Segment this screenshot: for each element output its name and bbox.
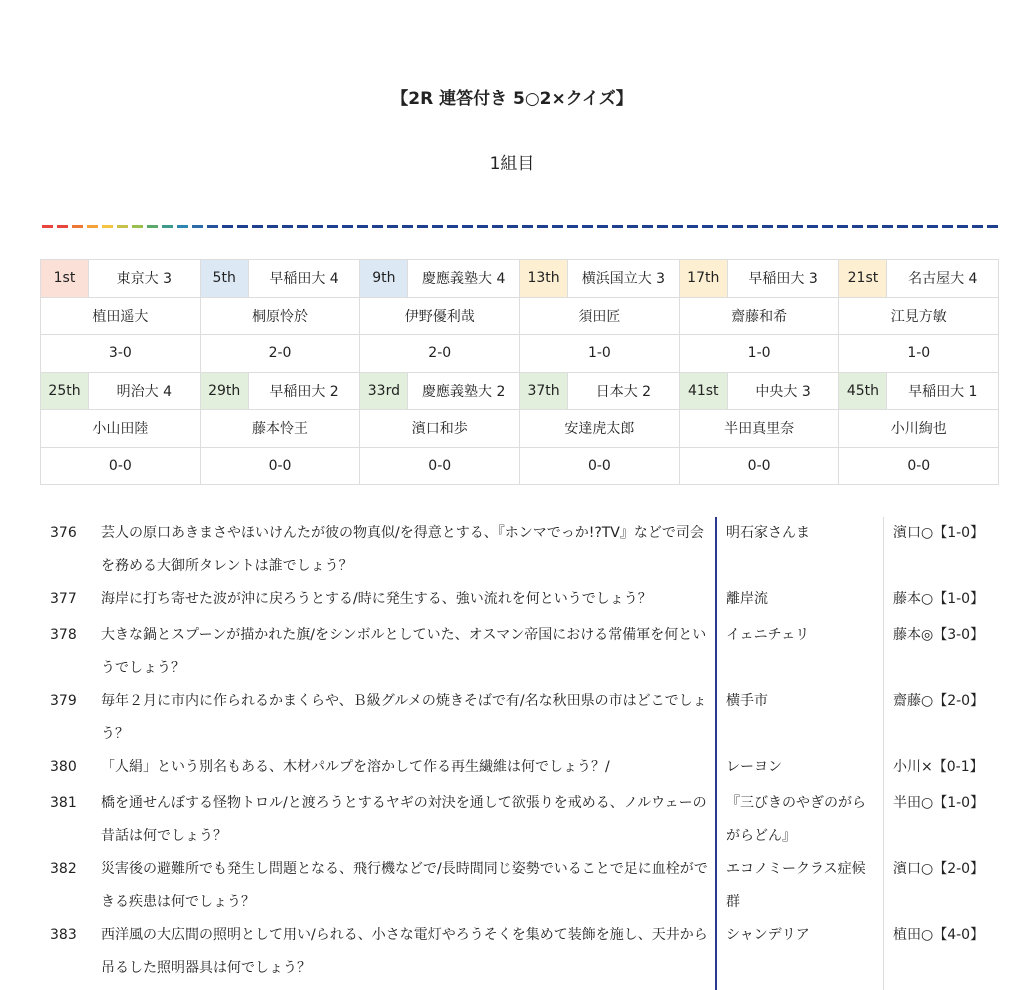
divider-dash [747,225,758,228]
divider-dash [117,225,128,228]
board-score-row [41,335,999,373]
question-text: 「人絹」という別名もある、木材パルプを溶かして作る再生繊維は何でしょう？/ [101,759,610,775]
player-name: 小川絢也 [839,410,999,448]
player-school: 中央大 3 [727,372,839,410]
question-number: 381 [50,795,77,811]
divider-dash [612,225,623,228]
divider-dash [522,225,533,228]
player-rank: 45th [839,372,887,410]
question-number: 379 [50,693,77,709]
question-result: 植田○【4-0】 [893,927,985,943]
player-school: 明治大 4 [89,372,201,410]
question-text: 西洋風の大広間の照明として用い/られる、小さな電灯やろうそくを集めて装飾を施し、天井から吊るした照明器具は何でしょう？ [101,927,708,976]
divider-dash [732,225,743,228]
divider-dash [687,225,698,228]
divider-dash [267,225,278,228]
player-rank: 29th [200,372,248,410]
question-number: 382 [50,861,77,877]
player-rank: 9th [360,260,408,298]
player-name: 藤本怜王 [200,410,360,448]
divider-dash [162,225,173,228]
divider-dash [147,225,158,228]
divider-dash [462,225,473,228]
divider-dash [972,225,983,228]
divider-dash [297,225,308,228]
divider-dash [252,225,263,228]
player-name: 濱口和歩 [360,410,520,448]
rainbow-divider [42,225,998,229]
divider-dash [102,225,113,228]
answer-divider [715,517,717,990]
divider-dash [417,225,428,228]
question-answer: レーヨン [726,759,782,775]
divider-dash [777,225,788,228]
divider-dash [762,225,773,228]
player-score: 0-0 [200,447,360,485]
divider-dash [72,225,83,228]
divider-dash [597,225,608,228]
question-answer: イェニチェリ [726,627,810,643]
question-result: 濱口○【1-0】 [893,525,985,541]
divider-dash [537,225,548,228]
group-subtitle: 1組目 [489,154,535,174]
board-score-row [41,447,999,485]
question-answer: 横手市 [726,693,768,709]
player-school: 早稲田大 1 [887,372,999,410]
question-result: 濱口○【2-0】 [893,861,985,877]
question-number: 377 [50,591,77,607]
question-number: 380 [50,759,77,775]
divider-dash [657,225,668,228]
player-name: 小山田陸 [41,410,201,448]
divider-dash [282,225,293,228]
divider-dash [582,225,593,228]
question-answer: シャンデリア [726,927,810,943]
player-name: 江見方敏 [839,297,999,335]
divider-dash [672,225,683,228]
divider-dash [987,225,998,228]
player-name: 須田匠 [520,297,680,335]
divider-dash [717,225,728,228]
question-text: 毎年２月に市内に作られるかまくらや、Ｂ級グルメの焼きそばで有/名な秋田県の市はどこでしょう？ [101,693,707,742]
player-score: 0-0 [679,447,839,485]
player-score: 0-0 [41,447,201,485]
player-score: 1-0 [520,335,680,373]
divider-dash [177,225,188,228]
divider-dash [882,225,893,228]
divider-dash [132,225,143,228]
divider-dash [327,225,338,228]
player-school: 東京大 3 [89,260,201,298]
divider-dash [42,225,53,228]
divider-dash [792,225,803,228]
question-text: 災害後の避難所でも発生し問題となる、飛行機などで/長時間同じ姿勢でいることで足に血栓ができる疾患は何でしょう？ [101,861,708,910]
player-rank: 41st [679,372,727,410]
question-number: 376 [50,525,77,541]
question-result: 半田○【1-0】 [893,795,985,811]
divider-dash [702,225,713,228]
player-score: 1-0 [839,335,999,373]
player-rank: 17th [679,260,727,298]
player-school: 早稲田大 3 [727,260,839,298]
player-score: 0-0 [839,447,999,485]
divider-dash [312,225,323,228]
player-rank: 21st [839,260,887,298]
divider-dash [372,225,383,228]
player-name: 桐原怜於 [200,297,360,335]
divider-dash [87,225,98,228]
question-answer: 離岸流 [726,591,768,607]
player-score: 1-0 [679,335,839,373]
divider-dash [492,225,503,228]
question-number: 383 [50,927,77,943]
question-result: 齋藤○【2-0】 [893,693,985,709]
player-school: 早稲田大 4 [248,260,360,298]
question-answer: 明石家さんま [726,525,810,541]
player-school: 慶應義塾大 2 [408,372,520,410]
player-rank: 37th [520,372,568,410]
player-rank: 1st [41,260,89,298]
player-name: 安達虎太郎 [520,410,680,448]
divider-dash [567,225,578,228]
divider-dash [222,225,233,228]
question-result: 藤本○【1-0】 [893,591,985,607]
question-answer: エコノミークラス症候群 [726,861,866,910]
result-divider [883,517,884,990]
divider-dash [402,225,413,228]
player-school: 名古屋大 4 [887,260,999,298]
divider-dash [507,225,518,228]
divider-dash [342,225,353,228]
question-text: 芸人の原口あきまさやほいけんたが彼の物真似/を得意とする、『ホンマでっか!?TV』などで司会を務める大御所タレントは誰でしょう？ [101,525,704,574]
player-name: 齋藤和希 [679,297,839,335]
divider-dash [387,225,398,228]
divider-dash [942,225,953,228]
player-score: 0-0 [520,447,680,485]
divider-dash [822,225,833,228]
divider-dash [897,225,908,228]
divider-dash [642,225,653,228]
player-rank: 13th [520,260,568,298]
divider-dash [552,225,563,228]
divider-dash [207,225,218,228]
divider-dash [57,225,68,228]
player-name: 伊野優利哉 [360,297,520,335]
player-school: 早稲田大 2 [248,372,360,410]
player-score: 2-0 [200,335,360,373]
player-school: 慶應義塾大 4 [408,260,520,298]
player-school: 日本大 2 [568,372,680,410]
divider-dash [927,225,938,228]
player-name: 半田真里奈 [679,410,839,448]
question-number: 378 [50,627,77,643]
divider-dash [357,225,368,228]
board-name-row [41,410,999,448]
page-title: 【2R 連答付き 5○2×クイズ】 [391,89,633,109]
divider-dash [912,225,923,228]
divider-dash [957,225,968,228]
player-rank: 33rd [360,372,408,410]
divider-dash [807,225,818,228]
player-score: 0-0 [360,447,520,485]
question-text: 橋を通せんぼする怪物トロル/と渡ろうとするヤギの対決を通して欲張りを戒める、ノルウェーの昔話は何でしょう？ [101,795,707,844]
divider-dash [627,225,638,228]
question-result: 小川×【0-1】 [893,759,984,775]
player-name: 植田遥大 [41,297,201,335]
board-name-row [41,297,999,335]
player-score: 2-0 [360,335,520,373]
question-result: 藤本◎【3-0】 [893,627,985,643]
divider-dash [432,225,443,228]
question-text: 大きな鍋とスプーンが描かれた旗/をシンボルとしていた、オスマン帝国における常備軍を何というでしょう？ [101,627,707,676]
board-rank-row [41,260,999,298]
player-school: 横浜国立大 3 [568,260,680,298]
player-score: 3-0 [41,335,201,373]
question-text: 海岸に打ち寄せた波が沖に戻ろうとする/時に発生する、強い流れを何というでしょう？ [101,591,652,607]
divider-dash [447,225,458,228]
player-rank: 25th [41,372,89,410]
divider-dash [237,225,248,228]
question-answer: 『三びきのやぎのがらがらどん』 [726,795,866,844]
player-rank: 5th [200,260,248,298]
divider-dash [852,225,863,228]
player-board [40,259,999,485]
divider-dash [867,225,878,228]
board-rank-row [41,372,999,410]
divider-dash [477,225,488,228]
divider-dash [192,225,203,228]
divider-dash [837,225,848,228]
